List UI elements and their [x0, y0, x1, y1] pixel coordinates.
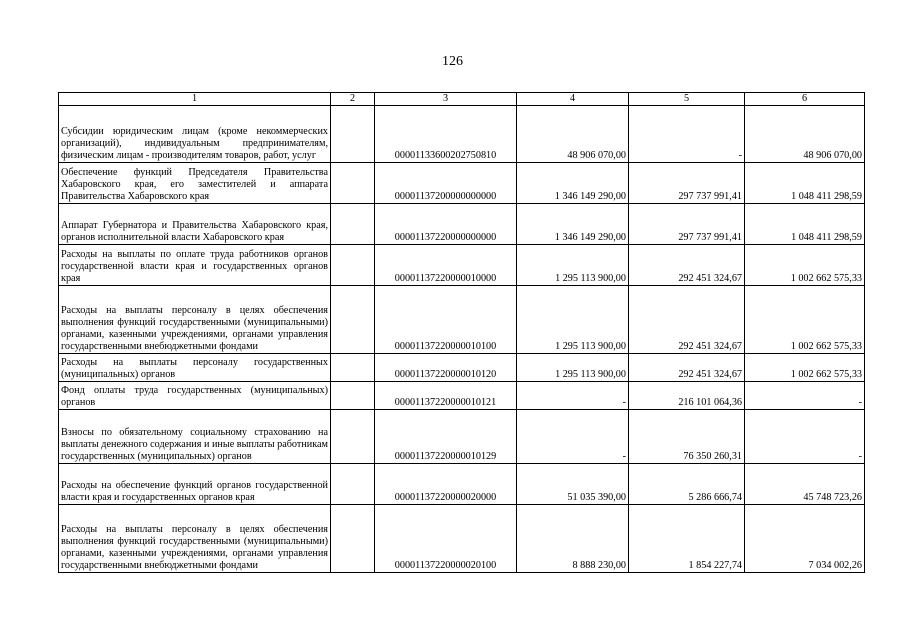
- table-row: [59, 204, 865, 245]
- row-value-6: 1 002 662 575,33: [745, 354, 865, 382]
- row-col2: [331, 382, 375, 410]
- header-col-4: 4: [517, 93, 629, 106]
- row-value-6: 1 002 662 575,33: [745, 245, 865, 286]
- page-number: 126: [442, 54, 463, 69]
- row-value-4: 48 906 070,00: [517, 106, 629, 163]
- row-value-4: 1 295 113 900,00: [517, 354, 629, 382]
- row-name: Расходы на выплаты по оплате труда работников органов государственной власти края и государственных органов края: [59, 245, 331, 286]
- table-row: [59, 464, 865, 505]
- row-value-5: 292 451 324,67: [629, 245, 745, 286]
- table-row: [59, 505, 865, 573]
- row-name: Субсидии юридическим лицам (кроме некоммерческих организаций), индивидуальным предпринимателям, физическим лицам - производителям товаров, работ, услуг: [59, 106, 331, 163]
- row-value-4: 1 346 149 290,00: [517, 204, 629, 245]
- row-name: Взносы по обязательному социальному страхованию на выплаты денежного содержания и иные выплаты работникам государственных (муниципальных) органов: [59, 410, 331, 464]
- row-code: 00001133600202750810: [375, 106, 517, 163]
- row-value-4: 1 346 149 290,00: [517, 163, 629, 204]
- row-value-5: 5 286 666,74: [629, 464, 745, 505]
- row-name: Расходы на обеспечение функций органов государственной власти края и государственных органов края: [59, 464, 331, 505]
- row-value-6: -: [745, 382, 865, 410]
- row-col2: [331, 505, 375, 573]
- header-col-5: 5: [629, 93, 745, 106]
- row-value-5: 1 854 227,74: [629, 505, 745, 573]
- row-name: Расходы на выплаты персоналу в целях обеспечения выполнения функций государственными (муниципальными) органами, казенными учреждениями, органами управления государственными внебюджетными фондами: [59, 505, 331, 573]
- row-code: 00001137220000020100: [375, 505, 517, 573]
- row-code: 00001137220000010100: [375, 286, 517, 354]
- row-value-4: 1 295 113 900,00: [517, 245, 629, 286]
- row-col2: [331, 354, 375, 382]
- row-col2: [331, 163, 375, 204]
- row-col2: [331, 410, 375, 464]
- row-value-6: -: [745, 410, 865, 464]
- table-row: [59, 245, 865, 286]
- row-value-4: -: [517, 382, 629, 410]
- table-row: [59, 106, 865, 163]
- row-name: Обеспечение функций Председателя Правительства Хабаровского края, его заместителей и аппарата Правительства Хабаровского края: [59, 163, 331, 204]
- table-row: [59, 382, 865, 410]
- row-value-6: 7 034 002,26: [745, 505, 865, 573]
- row-col2: [331, 464, 375, 505]
- row-value-4: 1 295 113 900,00: [517, 286, 629, 354]
- header-row: [59, 93, 865, 106]
- row-col2: [331, 204, 375, 245]
- table-row: [59, 410, 865, 464]
- header-col-2: 2: [331, 93, 375, 106]
- row-code: 00001137220000010121: [375, 382, 517, 410]
- row-value-5: 76 350 260,31: [629, 410, 745, 464]
- table-row: [59, 354, 865, 382]
- row-value-4: -: [517, 410, 629, 464]
- row-code: 00001137220000010129: [375, 410, 517, 464]
- row-value-6: 1 048 411 298,59: [745, 163, 865, 204]
- row-name: Фонд оплаты труда государственных (муниципальных) органов: [59, 382, 331, 410]
- row-value-5: 216 101 064,36: [629, 382, 745, 410]
- header-col-3: 3: [375, 93, 517, 106]
- row-name: Аппарат Губернатора и Правительства Хабаровского края, органов исполнительной власти Хабаровского края: [59, 204, 331, 245]
- table-row: [59, 286, 865, 354]
- row-value-5: -: [629, 106, 745, 163]
- header-col-1: 1: [59, 93, 331, 106]
- row-col2: [331, 286, 375, 354]
- table-row: [59, 163, 865, 204]
- row-value-5: 297 737 991,41: [629, 163, 745, 204]
- row-code: 00001137220000010000: [375, 245, 517, 286]
- row-name: Расходы на выплаты персоналу государственных (муниципальных) органов: [59, 354, 331, 382]
- row-value-4: 51 035 390,00: [517, 464, 629, 505]
- row-value-5: 292 451 324,67: [629, 286, 745, 354]
- budget-table: [58, 92, 865, 573]
- row-value-6: 1 048 411 298,59: [745, 204, 865, 245]
- row-value-6: 1 002 662 575,33: [745, 286, 865, 354]
- row-code: 00001137220000000000: [375, 204, 517, 245]
- row-code: 00001137220000010120: [375, 354, 517, 382]
- row-value-4: 8 888 230,00: [517, 505, 629, 573]
- row-code: 00001137220000020000: [375, 464, 517, 505]
- row-code: 00001137200000000000: [375, 163, 517, 204]
- header-col-6: 6: [745, 93, 865, 106]
- row-value-6: 45 748 723,26: [745, 464, 865, 505]
- row-name: Расходы на выплаты персоналу в целях обеспечения выполнения функций государственными (муниципальными) органами, казенными учреждениями, органами управления государственными внебюджетными фондами: [59, 286, 331, 354]
- row-value-5: 297 737 991,41: [629, 204, 745, 245]
- row-value-6: 48 906 070,00: [745, 106, 865, 163]
- row-value-5: 292 451 324,67: [629, 354, 745, 382]
- row-col2: [331, 245, 375, 286]
- row-col2: [331, 106, 375, 163]
